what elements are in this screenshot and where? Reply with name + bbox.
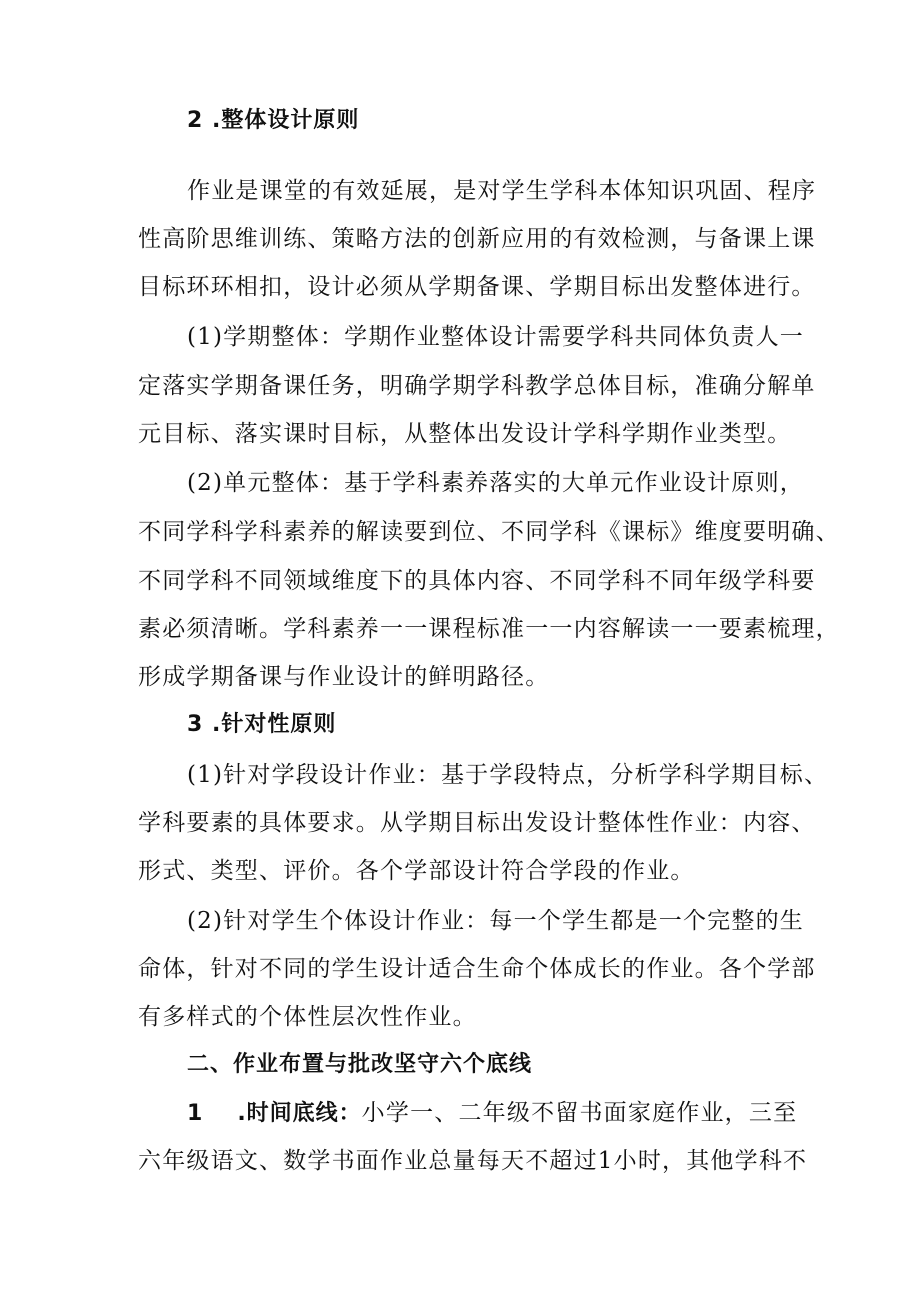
paragraph-line: (1)针对学段设计作业：基于学段特点，分析学科学期目标、: [187, 762, 829, 788]
item-number: 1: [187, 1101, 204, 1126]
paragraph-line: 有多样式的个体性层次性作业。: [138, 1004, 477, 1030]
paragraph-line: 元目标、落实课时目标，从整体出发设计学科学期作业类型。: [138, 421, 792, 447]
paragraph-line: 目标环环相扣，设计必须从学期备课、学期目标出发整体进行。: [138, 274, 816, 300]
paragraph-line: (1)学期整体：学期作业整体设计需要学科共同体负责人一: [187, 324, 804, 350]
paragraph-line: [187, 1098, 798, 1129]
paragraph-line: 不同学科不同领域维度下的具体内容、不同学科不同年级学科要: [138, 568, 816, 594]
paragraph-line: 形式、类型、评价。各个学部设计符合学段的作业。: [138, 858, 695, 884]
paragraph-line: 作业是课堂的有效延展，是对学生学科本体知识巩固、程序: [187, 178, 817, 204]
paragraph-line: 命体，针对不同的学生设计适合生命个体成长的作业。各个学部: [138, 956, 816, 982]
paragraph-line: 学科要素的具体要求。从学期目标出发设计整体性作业：内容、: [138, 810, 816, 836]
paragraph-line: (2)单元整体：基于学科素养落实的大单元作业设计原则，: [187, 470, 804, 496]
chapter-heading-2: 二、作业布置与批改坚守六个底线: [187, 1052, 533, 1077]
section-heading-2: 2 .整体设计原则: [187, 108, 360, 133]
paragraph-line: 不同学科学科素养的解读要到位、不同学科《课标》维度要明确、: [138, 519, 840, 545]
section-heading-3: 3 .针对性原则: [187, 712, 337, 737]
paragraph-line: 定落实学期备课任务，明确学期学科教学总体目标，准确分解单: [138, 373, 816, 399]
paragraph-line: 六年级语文、数学书面作业总量每天不超过1小时，其他学科不: [138, 1148, 808, 1174]
item-label: .时间底线：: [237, 1101, 362, 1126]
paragraph-line: 形成学期备课与作业设计的鲜明路径。: [138, 664, 550, 690]
paragraph-line: (2)针对学生个体设计作业：每一个学生都是一个完整的生: [187, 908, 804, 934]
paragraph-line: 性高阶思维训练、策略方法的创新应用的有效检测，与备课上课: [138, 226, 816, 252]
item-text: 小学一、二年级不留书面家庭作业，三至: [361, 1100, 798, 1126]
paragraph-line: 素必须清晰。学科素养一一课程标准一一内容解读一一要素梳理，: [138, 616, 840, 642]
